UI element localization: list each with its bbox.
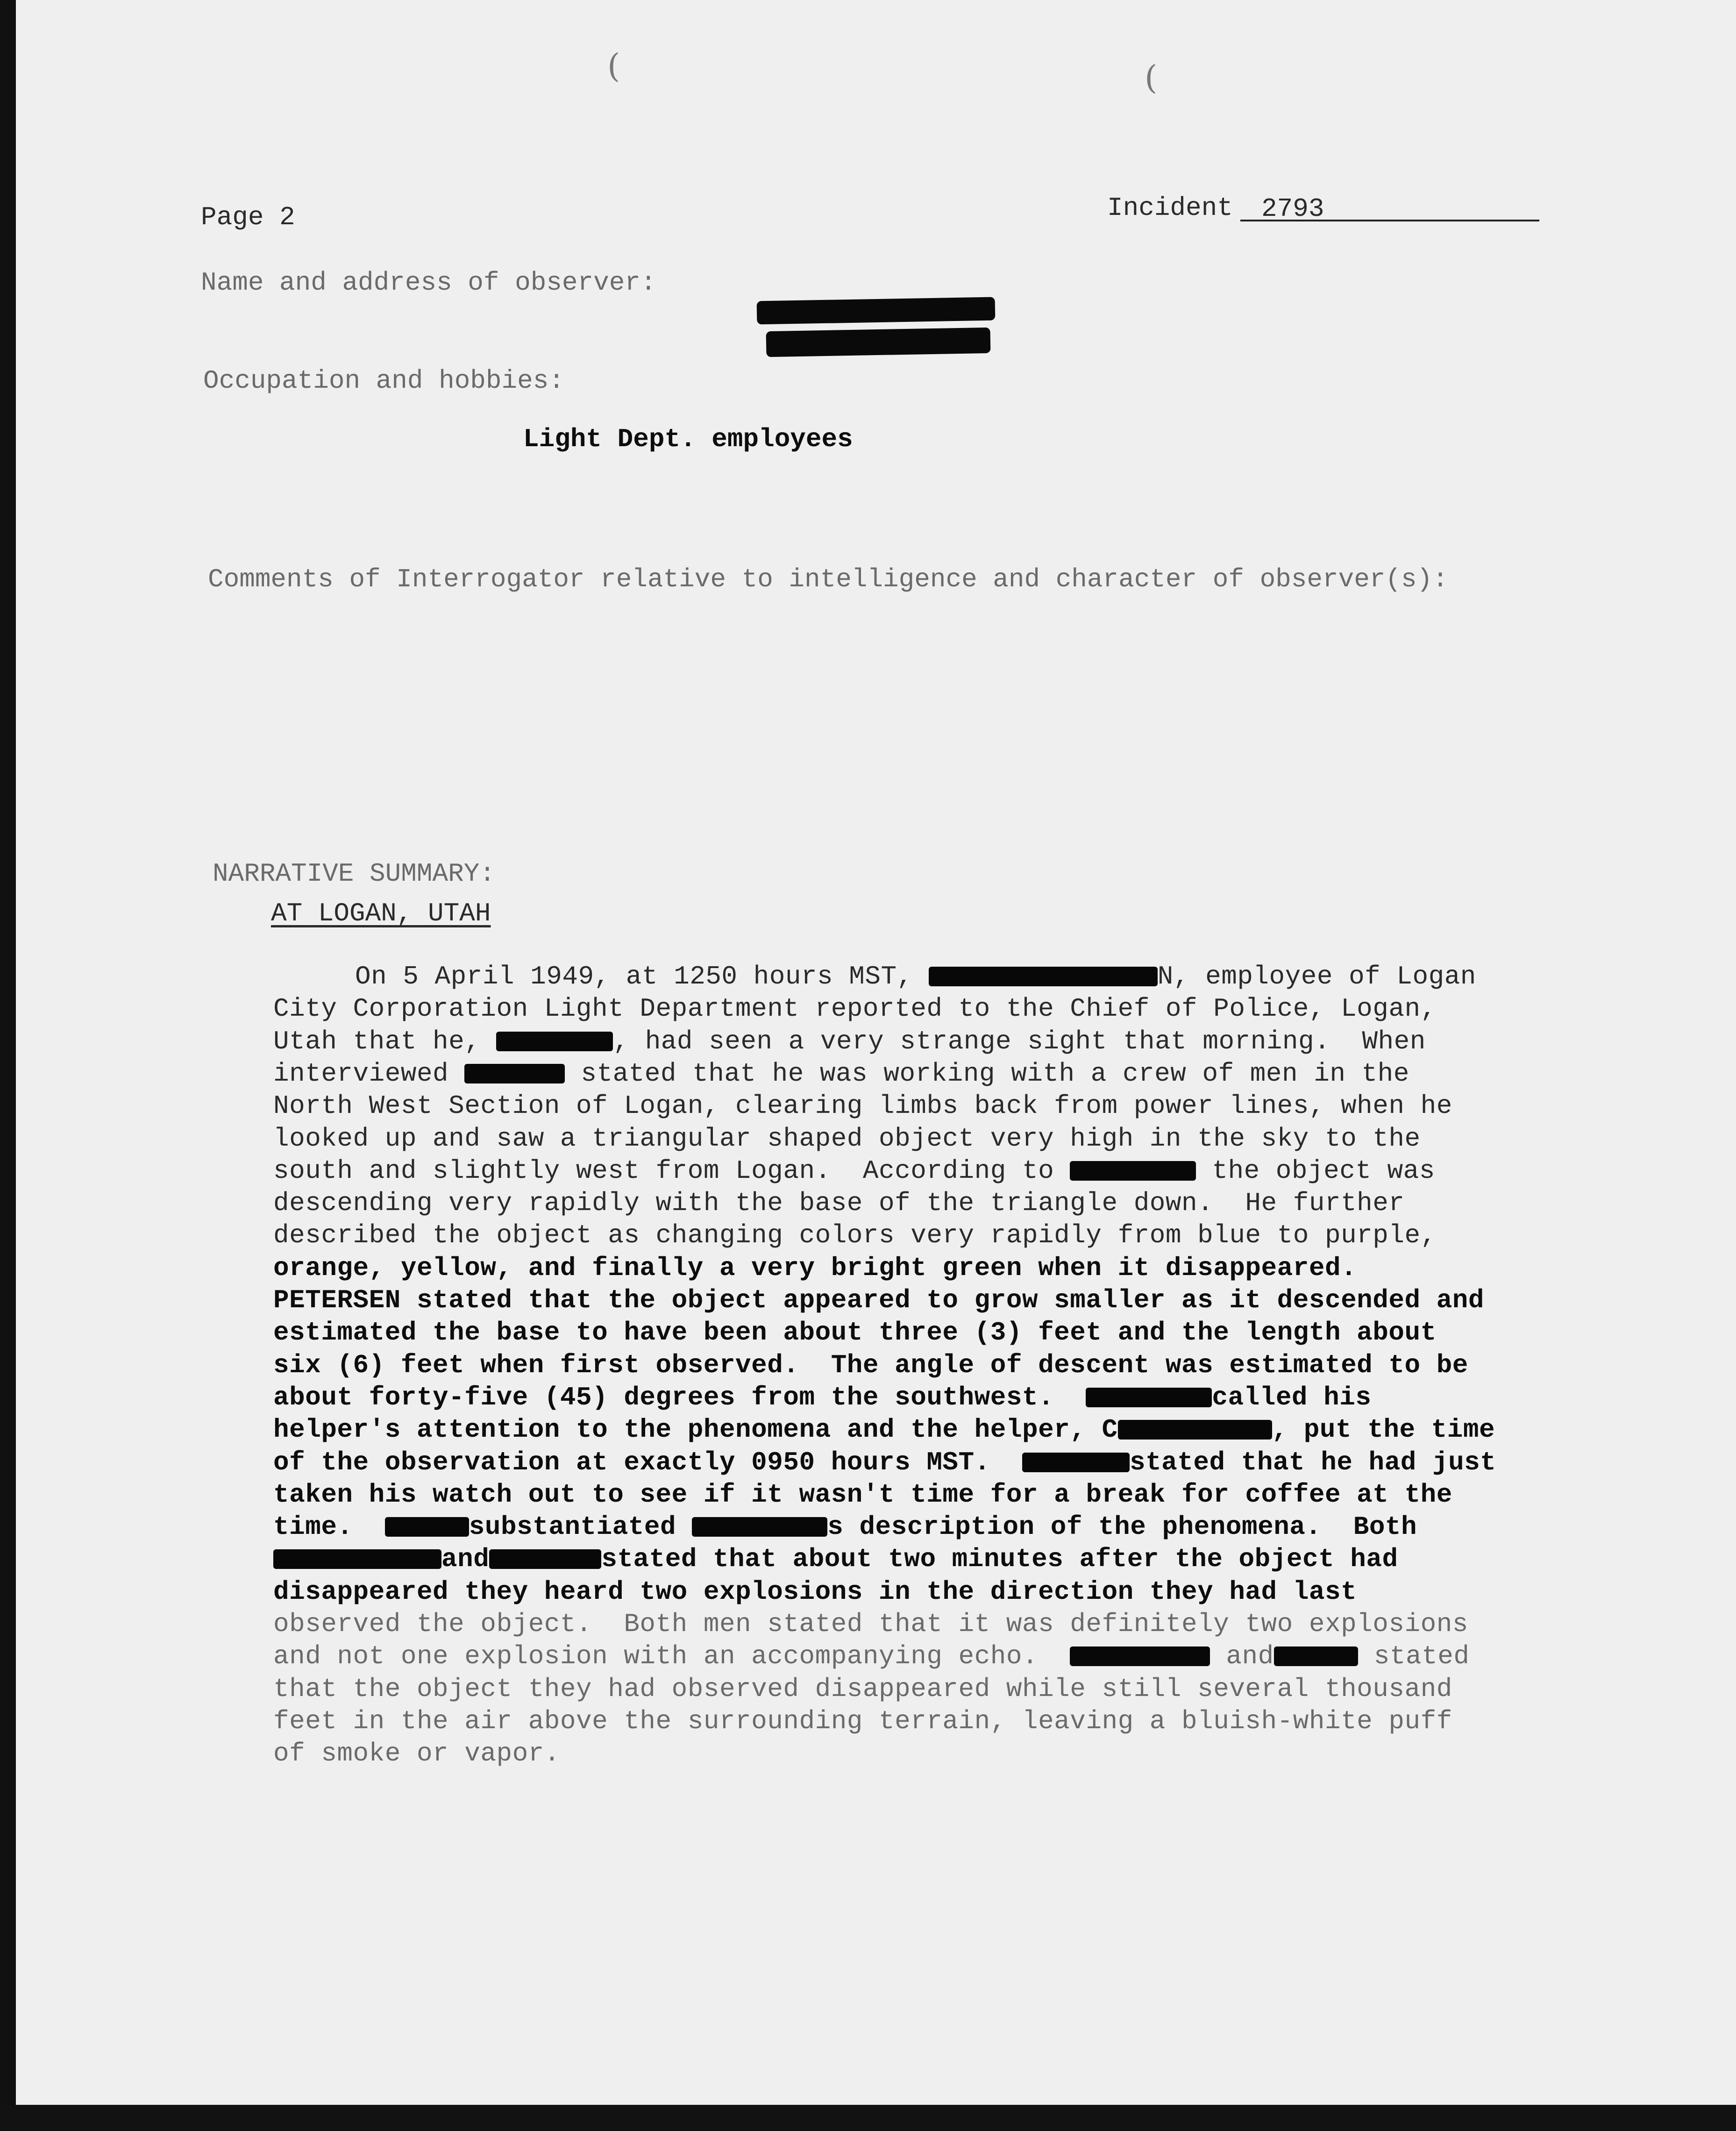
narrative-text: interviewed — [273, 1059, 465, 1089]
narrative-line — [273, 1673, 1452, 1705]
narrative-line — [273, 1737, 560, 1770]
narrative-line — [273, 1219, 1437, 1252]
redaction-bar — [489, 1549, 601, 1569]
occupation-value: Light Dept. employees — [523, 424, 853, 454]
occupation-label: Occupation and hobbies: — [203, 366, 564, 396]
scan-mark: ( — [1145, 58, 1158, 97]
redaction-bar — [1070, 1161, 1196, 1181]
redaction-bar — [1070, 1646, 1210, 1666]
narrative-text: descending very rapidly with the base of the triangle down. He further — [273, 1188, 1405, 1218]
scan-border-bottom — [0, 2105, 1736, 2131]
redaction-bar — [385, 1517, 469, 1537]
redaction-bar — [692, 1517, 827, 1537]
redaction-bar — [757, 297, 996, 325]
incident-number: 2793 — [1261, 194, 1324, 224]
page-number: Page 2 — [201, 202, 295, 232]
narrative-line — [273, 1705, 1452, 1738]
narrative-text: called his — [1212, 1383, 1372, 1412]
narrative-text: Utah that he, — [273, 1026, 497, 1056]
redaction-bar — [1274, 1646, 1358, 1666]
narrative-line — [273, 1090, 1452, 1122]
narrative-text: six (6) feet when first observed. The angle of descent was estimated to be — [273, 1350, 1468, 1380]
narrative-line — [273, 1381, 1371, 1414]
narrative-text: stated that about two minutes after the object had — [601, 1544, 1398, 1574]
narrative-line — [273, 1478, 1452, 1511]
redaction-bar — [929, 967, 1158, 986]
narrative-text: substantiated — [469, 1512, 692, 1542]
narrative-text: disappeared they heard two explosions in the direction they had last — [273, 1577, 1357, 1607]
observer-label: Name and address of observer: — [201, 268, 656, 298]
narrative-heading: NARRATIVE SUMMARY: — [213, 859, 495, 889]
narrative-line — [273, 1608, 1468, 1640]
narrative-text: orange, yellow, and finally a very bright green when it disappeared. — [273, 1253, 1357, 1283]
narrative-text: described the object as changing colors very rapidly from blue to purple, — [273, 1220, 1437, 1250]
narrative-text: helper's attention to the phenomena and the helper, C — [273, 1415, 1118, 1445]
redaction-bar — [273, 1549, 441, 1569]
narrative-line — [273, 1122, 1421, 1155]
narrative-text: stated that he had just — [1129, 1447, 1496, 1477]
redaction-bar — [464, 1064, 565, 1083]
narrative-line — [273, 1511, 1417, 1543]
narrative-text: south and slightly west from Logan. According to — [273, 1156, 1070, 1186]
narrative-text: On 5 April 1949, at 1250 hours MST, — [355, 962, 929, 991]
scan-border-left — [0, 0, 16, 2131]
narrative-line — [273, 1252, 1357, 1284]
narrative-text: N, employee of Logan — [1157, 962, 1476, 991]
redaction-bar — [1022, 1453, 1130, 1472]
redaction-bar — [1086, 1388, 1212, 1407]
narrative-line — [273, 1575, 1357, 1608]
narrative-line — [273, 1446, 1496, 1479]
narrative-line — [273, 1057, 1409, 1090]
incident-number-underline — [1240, 220, 1539, 221]
narrative-line — [273, 1543, 1398, 1575]
narrative-line — [273, 1349, 1468, 1382]
narrative-text: that the object they had observed disappeared while still several thousand — [273, 1674, 1452, 1704]
narrative-text: , put the time — [1272, 1415, 1495, 1445]
narrative-line — [355, 960, 1476, 993]
narrative-line — [273, 1025, 1426, 1058]
narrative-text: stated — [1358, 1641, 1470, 1671]
narrative-text: , had seen a very strange sight that morning. When — [613, 1026, 1426, 1056]
redaction-bar — [496, 1032, 613, 1051]
incident-label: Incident — [1107, 193, 1233, 223]
narrative-text: the object was — [1196, 1156, 1435, 1186]
narrative-location: AT LOGAN, UTAH — [271, 898, 491, 928]
narrative-text: City Corporation Light Department reported to the Chief of Police, Logan, — [273, 994, 1437, 1024]
narrative-line — [273, 1413, 1495, 1446]
redaction-bar — [766, 328, 991, 357]
narrative-text: of smoke or vapor. — [273, 1739, 560, 1768]
narrative-text: North West Section of Logan, clearing limbs back from power lines, when he — [273, 1091, 1452, 1121]
narrative-text: looked up and saw a triangular shaped object very high in the sky to the — [273, 1124, 1421, 1154]
narrative-line — [273, 1284, 1484, 1317]
comments-label: Comments of Interrogator relative to intelligence and character of observer(s): — [208, 564, 1448, 594]
narrative-text: and not one explosion with an accompanying echo. — [273, 1641, 1070, 1671]
narrative-line — [273, 1316, 1437, 1349]
narrative-text: and — [1210, 1641, 1274, 1671]
narrative-line — [273, 1155, 1435, 1187]
narrative-line — [273, 992, 1437, 1025]
narrative-text: s description of the phenomena. Both — [827, 1512, 1417, 1542]
narrative-text: and — [441, 1544, 490, 1574]
narrative-text: stated that he was working with a crew of men in the — [565, 1059, 1409, 1089]
narrative-line — [273, 1640, 1469, 1673]
redaction-bar — [1118, 1420, 1272, 1440]
narrative-text: PETERSEN stated that the object appeared to grow smaller as it descended and — [273, 1285, 1485, 1315]
narrative-text: feet in the air above the surrounding terrain, leaving a bluish-white puff — [273, 1706, 1452, 1736]
narrative-text: about forty-five (45) degrees from the southwest. — [273, 1383, 1086, 1412]
narrative-line — [273, 1187, 1405, 1219]
scan-mark: ( — [607, 47, 620, 85]
narrative-text: observed the object. Both men stated that it was definitely two explosions — [273, 1609, 1468, 1639]
narrative-text: taken his watch out to see if it wasn't time for a break for coffee at the — [273, 1480, 1452, 1510]
narrative-text: time. — [273, 1512, 385, 1542]
narrative-text: estimated the base to have been about three (3) feet and the length about — [273, 1318, 1437, 1347]
narrative-text: of the observation at exactly 0950 hours MST. — [273, 1447, 1022, 1477]
